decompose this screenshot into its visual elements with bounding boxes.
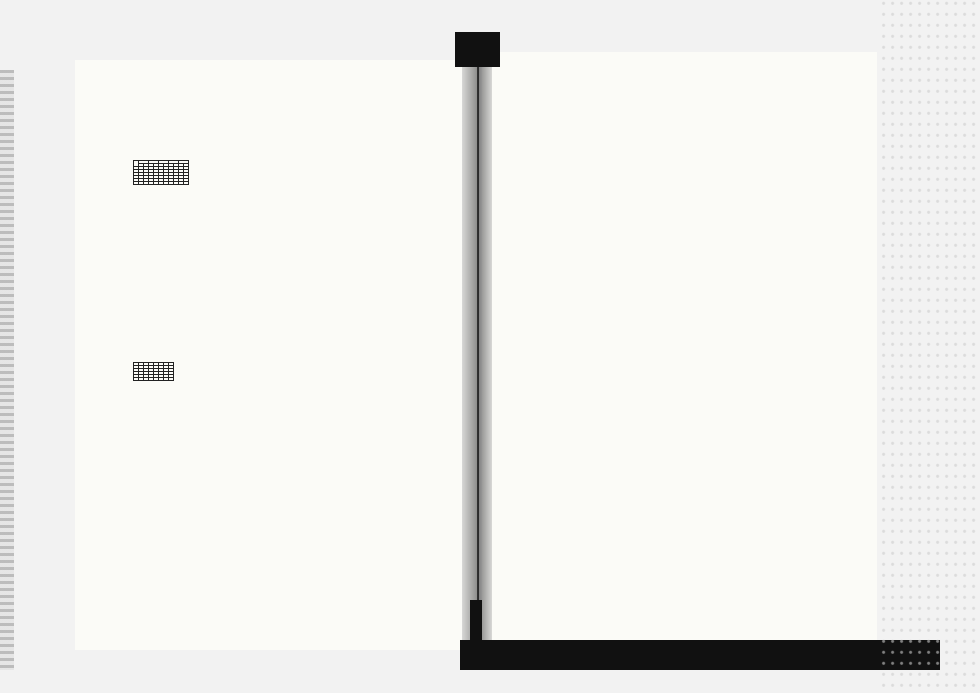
scan-edge-strip [0,70,14,670]
table2-cell [169,378,174,381]
scan-noise [880,0,980,693]
left-body-text [135,488,460,638]
right-page [482,52,877,664]
scan-black-tab [455,32,500,67]
table1-cell [184,182,189,185]
scan-black-band [460,640,940,670]
spine-shadow [462,50,492,670]
left-page [75,60,479,650]
right-body-text [512,127,847,647]
scan-black-band-left [470,600,482,655]
table2 [133,362,174,381]
table-row [134,182,189,185]
table1 [133,160,189,185]
table-row [134,378,174,381]
